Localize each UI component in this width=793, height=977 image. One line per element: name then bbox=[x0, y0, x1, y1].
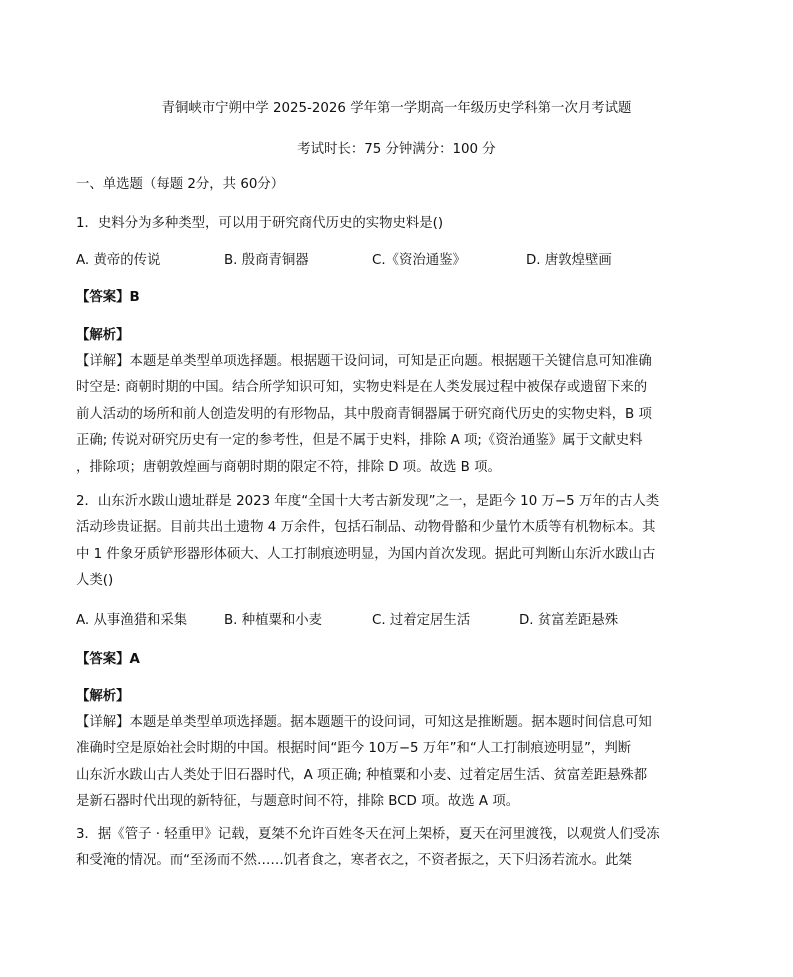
explanation-line: 山东沂水跋山古人类处于旧石器时代，A 项正确; 种植粟和小麦、过着定居生活、贫富差距悬殊都 bbox=[76, 767, 648, 783]
question-1-option-d: D. 唐敦煌壁画 bbox=[526, 253, 612, 268]
explanation-line: 时空是: 商朝时期的中国。结合所学知识可知，实物史料是在人类发展过程中被保存或遗留下来的 bbox=[76, 380, 648, 396]
question-1-answer: 【答案】B bbox=[76, 290, 140, 305]
explanation-line: 是新石器时代出现的新特征，与题意时间不符，排除 BCD 项。故选 A 项。 bbox=[76, 794, 520, 810]
explanation-line: 【详解】本题是单类型单项选择题。据本题题干的设问词，可知这是推断题。据本题时间信息可知 bbox=[76, 715, 652, 730]
section-heading: 一、单选题（每题 2分，共 60分） bbox=[76, 177, 285, 192]
question-1-option-b: B. 殷商青铜器 bbox=[224, 253, 309, 268]
stem-line: 3．据《管子 · 轻重甲》记载，夏桀不允许百姓冬天在河上架桥，夏天在河里渡筏，以观赏人们受冻 bbox=[76, 827, 660, 842]
stem-line: 中 1 件象牙质铲形器形体硕大、人工打制痕迹明显，为国内首次发现。据此可判断山东沂水跋山古 bbox=[76, 546, 656, 562]
question-2-option-d: D. 贫富差距悬殊 bbox=[519, 613, 619, 628]
question-2-answer: 【答案】A bbox=[76, 652, 140, 667]
question-1-analysis-label: 【解析】 bbox=[76, 328, 130, 343]
explanation-line: 【详解】本题是单类型单项选择题。根据题干设问词，可知是正向题。根据题干关键信息可知准确 bbox=[76, 354, 652, 369]
question-3-stem bbox=[76, 822, 686, 875]
explanation-line: 前人活动的场所和前人创造发明的有形物品，其中殷商青铜器属于研究商代历史的实物史料，B 项 bbox=[76, 406, 652, 422]
explanation-line: 正确; 传说对研究历史有一定的参考性，但是不属于史料，排除 A 项;《资治通鉴》属于文献史料 bbox=[76, 433, 643, 449]
question-2-option-c: C. 过着定居生活 bbox=[372, 613, 471, 628]
question-2-option-a: A. 从事渔猎和采集 bbox=[76, 613, 188, 628]
stem-line: 2．山东沂水跋山遗址群是 2023 年度“全国十大考古新发现”之一，是距今 10 万−5 万年的古人类 bbox=[76, 494, 660, 509]
explanation-line: ，排除项；唐朝敦煌画与商朝时期的限定不符，排除 D 项。故选 B 项。 bbox=[76, 459, 501, 475]
exam-meta: 考试时长：75 分钟满分：100 分 bbox=[297, 142, 496, 157]
stem-line: 活动珍贵证据。目前共出土遗物 4 万余件，包括石制品、动物骨骼和少量竹木质等有机物标本。其 bbox=[76, 520, 656, 536]
question-1-stem: 1．史料分为多种类型，可以用于研究商代历史的实物史料是() bbox=[76, 216, 444, 231]
exam-title: 青铜峡市宁朔中学 2025-2026 学年第一学期高一年级历史学科第一次月考试题 bbox=[161, 101, 632, 116]
question-2-option-b: B. 种植粟和小麦 bbox=[224, 613, 323, 628]
explanation-line: 准确时空是原始社会时期的中国。根据时间“距今 10万−5 万年”和“人工打制痕迹明显”，判断 bbox=[76, 741, 632, 757]
question-2-explanation bbox=[76, 710, 686, 816]
stem-line: 人类() bbox=[76, 573, 114, 589]
question-1-option-c: C.《资治通鉴》 bbox=[372, 253, 466, 268]
stem-line: 和受淹的情况。而“至汤而不然……饥者食之，寒者衣之，不资者振之，天下归汤若流水。此桀 bbox=[76, 853, 632, 869]
question-1-explanation bbox=[76, 349, 686, 481]
question-1-option-a: A. 黄帝的传说 bbox=[76, 253, 161, 268]
question-2-stem bbox=[76, 489, 686, 595]
question-2-analysis-label: 【解析】 bbox=[76, 689, 130, 704]
